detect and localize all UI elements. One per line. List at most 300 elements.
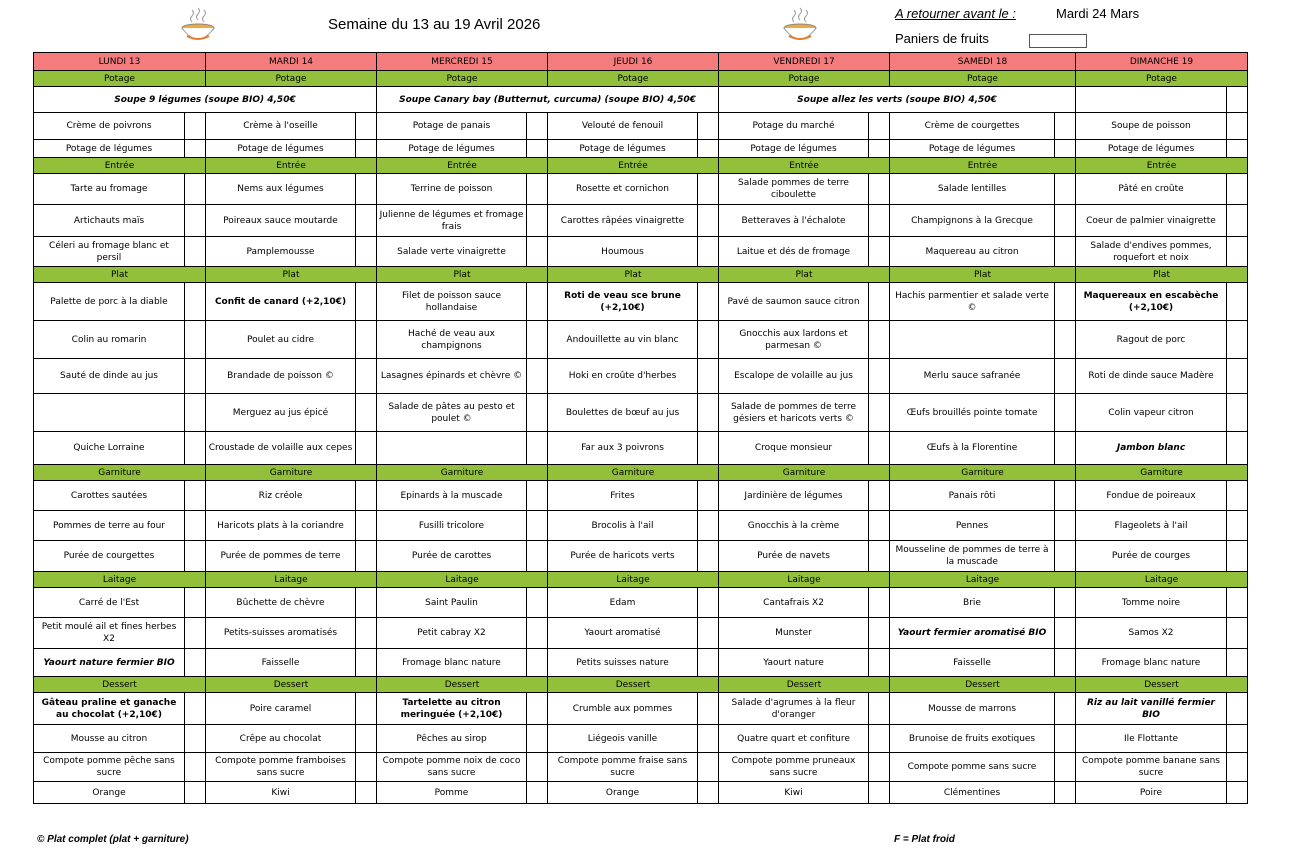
menu-item: Salade d'endives pommes, roquefort et noix: [1076, 237, 1227, 267]
order-qty-cell[interactable]: [356, 782, 377, 804]
menu-item: [34, 394, 185, 432]
menu-item: Kiwi: [719, 782, 869, 804]
menu-body: [34, 53, 1248, 804]
order-qty-cell[interactable]: [356, 321, 377, 359]
menu-item: Crêpe au chocolat: [206, 725, 356, 753]
menu-item: Haché de veau aux champignons: [377, 321, 527, 359]
order-qty-cell[interactable]: [698, 205, 719, 237]
soup-offer: Soupe 9 légumes (soupe BIO) 4,50€: [34, 87, 377, 113]
order-qty-cell[interactable]: [1227, 394, 1248, 432]
order-qty-cell[interactable]: [698, 140, 719, 158]
order-qty-cell[interactable]: [527, 237, 548, 267]
menu-item: Jardinière de légumes: [719, 481, 869, 511]
menu-item: Potage de légumes: [377, 140, 527, 158]
order-qty-cell[interactable]: [1227, 481, 1248, 511]
section-header-laitage: Laitage: [719, 572, 890, 588]
menu-item: Potage de panais: [377, 113, 527, 140]
order-qty-cell[interactable]: [1055, 541, 1076, 572]
order-qty-cell[interactable]: [1227, 283, 1248, 321]
order-qty-cell[interactable]: [698, 693, 719, 725]
order-qty-cell[interactable]: [869, 432, 890, 465]
order-qty-cell[interactable]: [527, 618, 548, 649]
order-qty-cell[interactable]: [1055, 725, 1076, 753]
order-qty-cell[interactable]: [869, 782, 890, 804]
order-qty-cell[interactable]: [356, 283, 377, 321]
order-qty-cell[interactable]: [698, 511, 719, 541]
section-header-garniture: Garniture: [377, 465, 548, 481]
menu-item: Fusilli tricolore: [377, 511, 527, 541]
day-header: JEUDI 16: [548, 53, 719, 71]
order-qty-cell[interactable]: [869, 649, 890, 677]
section-header-dessert: Dessert: [890, 677, 1076, 693]
order-qty-cell[interactable]: [185, 618, 206, 649]
order-qty-cell[interactable]: [185, 174, 206, 205]
menu-item: Houmous: [548, 237, 698, 267]
order-qty-cell[interactable]: [698, 588, 719, 618]
order-qty-cell[interactable]: [1055, 481, 1076, 511]
menu-item: Merlu sauce safranée: [890, 359, 1055, 394]
table-row: [34, 359, 1248, 394]
menu-item: Mousseline de pommes de terre à la muscade: [890, 541, 1055, 572]
order-qty-cell[interactable]: [356, 237, 377, 267]
order-qty-cell[interactable]: [356, 693, 377, 725]
order-qty-cell[interactable]: [1055, 140, 1076, 158]
order-qty-cell[interactable]: [356, 588, 377, 618]
section-header-entree: Entrée: [377, 158, 548, 174]
menu-item: Clémentines: [890, 782, 1055, 804]
menu-item: Salade de pâtes au pesto et poulet ©: [377, 394, 527, 432]
order-qty-cell[interactable]: [869, 394, 890, 432]
order-qty-cell[interactable]: [527, 693, 548, 725]
order-qty-cell[interactable]: [185, 541, 206, 572]
order-qty-cell[interactable]: [869, 481, 890, 511]
order-qty-cell[interactable]: [698, 237, 719, 267]
menu-item: Crème de courgettes: [890, 113, 1055, 140]
menu-item: Compote pomme fraise sans sucre: [548, 753, 698, 782]
section-header-dessert: Dessert: [206, 677, 377, 693]
menu-item: Potage de légumes: [548, 140, 698, 158]
section-header-entree: Entrée: [1076, 158, 1248, 174]
order-qty-cell[interactable]: [869, 511, 890, 541]
order-qty-cell[interactable]: [1055, 394, 1076, 432]
order-qty-cell[interactable]: [527, 140, 548, 158]
section-header-laitage: Laitage: [377, 572, 548, 588]
order-qty-cell[interactable]: [1227, 511, 1248, 541]
order-qty-cell[interactable]: [1055, 649, 1076, 677]
order-qty-cell[interactable]: [527, 113, 548, 140]
menu-item: Crème de poivrons: [34, 113, 185, 140]
menu-item: Faisselle: [890, 649, 1055, 677]
table-row: [34, 753, 1248, 782]
order-qty-cell[interactable]: [698, 725, 719, 753]
table-row: [34, 511, 1248, 541]
order-qty-cell[interactable]: [1055, 511, 1076, 541]
order-qty-cell[interactable]: [698, 649, 719, 677]
order-qty-cell[interactable]: [527, 725, 548, 753]
order-qty-cell[interactable]: [869, 283, 890, 321]
order-qty-cell[interactable]: [869, 113, 890, 140]
menu-item: Compote pomme framboises sans sucre: [206, 753, 356, 782]
order-qty-cell[interactable]: [1227, 618, 1248, 649]
menu-item: Colin vapeur citron: [1076, 394, 1227, 432]
order-qty-cell[interactable]: [356, 541, 377, 572]
menu-item: [377, 432, 527, 465]
order-qty-cell[interactable]: [698, 113, 719, 140]
order-qty-cell[interactable]: [185, 237, 206, 267]
order-qty-cell[interactable]: [185, 511, 206, 541]
menu-item: Brocolis à l'ail: [548, 511, 698, 541]
menu-item: Purée de haricots verts: [548, 541, 698, 572]
menu-item: Merguez au jus épicé: [206, 394, 356, 432]
order-qty-cell[interactable]: [356, 432, 377, 465]
order-qty-cell[interactable]: [869, 359, 890, 394]
menu-item: Champignons à la Grecque: [890, 205, 1055, 237]
order-qty-cell[interactable]: [698, 359, 719, 394]
order-qty-cell[interactable]: [1227, 693, 1248, 725]
menu-item: Boulettes de bœuf au jus: [548, 394, 698, 432]
menu-item: Pamplemousse: [206, 237, 356, 267]
order-qty-cell[interactable]: [1227, 205, 1248, 237]
table-row: [34, 174, 1248, 205]
menu-item: Yaourt fermier aromatisé BIO: [890, 618, 1055, 649]
order-qty-cell[interactable]: [1055, 321, 1076, 359]
order-qty-cell[interactable]: [1227, 588, 1248, 618]
order-qty-cell[interactable]: [869, 205, 890, 237]
table-row: [34, 87, 1248, 113]
menu-item: Riz au lait vanillé fermier BIO: [1076, 693, 1227, 725]
menu-item: Brie: [890, 588, 1055, 618]
footer-legend-complete: © Plat complet (plat + garniture): [37, 834, 189, 845]
order-qty-cell[interactable]: [185, 649, 206, 677]
order-qty-cell[interactable]: [698, 481, 719, 511]
order-qty-cell[interactable]: [356, 359, 377, 394]
order-qty-cell[interactable]: [1055, 432, 1076, 465]
order-qty-cell[interactable]: [1227, 432, 1248, 465]
menu-item: Julienne de légumes et fromage frais: [377, 205, 527, 237]
menu-item: Salade pommes de terre ciboulette: [719, 174, 869, 205]
section-header-garniture: Garniture: [890, 465, 1076, 481]
order-qty-cell[interactable]: [527, 205, 548, 237]
order-qty-cell[interactable]: [527, 588, 548, 618]
order-qty-cell[interactable]: [527, 481, 548, 511]
order-qty-cell[interactable]: [185, 725, 206, 753]
order-qty-cell[interactable]: [1227, 782, 1248, 804]
order-qty-cell[interactable]: [527, 511, 548, 541]
menu-item: Mousse au citron: [34, 725, 185, 753]
order-qty-cell[interactable]: [1227, 113, 1248, 140]
order-qty-cell[interactable]: [869, 618, 890, 649]
order-qty-cell[interactable]: [869, 541, 890, 572]
menu-item: [890, 321, 1055, 359]
section-header-entree: Entrée: [890, 158, 1076, 174]
table-row: [34, 394, 1248, 432]
order-qty-cell[interactable]: [185, 394, 206, 432]
menu-item: Saint Paulin: [377, 588, 527, 618]
menu-item: Filet de poisson sauce hollandaise: [377, 283, 527, 321]
menu-item: Coeur de palmier vinaigrette: [1076, 205, 1227, 237]
section-header-garniture: Garniture: [719, 465, 890, 481]
order-qty-cell[interactable]: [356, 174, 377, 205]
order-qty-cell[interactable]: [527, 283, 548, 321]
menu-item: Liégeois vanille: [548, 725, 698, 753]
section-header-plat: Plat: [34, 267, 206, 283]
menu-item: Samos X2: [1076, 618, 1227, 649]
order-qty-cell[interactable]: [1227, 321, 1248, 359]
section-header-entree: Entrée: [34, 158, 206, 174]
table-row: [34, 267, 1248, 283]
section-header-dessert: Dessert: [719, 677, 890, 693]
fruit-basket-input[interactable]: [1029, 34, 1087, 48]
order-qty-cell[interactable]: [527, 753, 548, 782]
order-qty-cell[interactable]: [185, 140, 206, 158]
menu-item: Salade de pommes de terre gésiers et haricots verts ©: [719, 394, 869, 432]
order-qty-cell[interactable]: [869, 588, 890, 618]
footer-legend-cold: F = Plat froid: [894, 834, 955, 845]
menu-item: Carottes râpées vinaigrette: [548, 205, 698, 237]
order-qty-cell[interactable]: [527, 359, 548, 394]
order-qty-cell[interactable]: [1055, 113, 1076, 140]
table-row: [34, 321, 1248, 359]
menu-item: Yaourt aromatisé: [548, 618, 698, 649]
menu-item: Maquereaux en escabèche (+2,10€): [1076, 283, 1227, 321]
menu-item: Petits suisses nature: [548, 649, 698, 677]
table-row: [34, 725, 1248, 753]
menu-item: Fondue de poireaux: [1076, 481, 1227, 511]
order-qty-cell[interactable]: [1227, 237, 1248, 267]
menu-item: Compote pomme pruneaux sans sucre: [719, 753, 869, 782]
section-header-entree: Entrée: [548, 158, 719, 174]
menu-item: Compote pomme pêche sans sucre: [34, 753, 185, 782]
section-header-laitage: Laitage: [890, 572, 1076, 588]
menu-item: Jambon blanc: [1076, 432, 1227, 465]
menu-item: Compote pomme noix de coco sans sucre: [377, 753, 527, 782]
order-qty-cell[interactable]: [185, 359, 206, 394]
menu-item: Sauté de dinde au jus: [34, 359, 185, 394]
menu-item: Soupe de poisson: [1076, 113, 1227, 140]
order-qty-cell[interactable]: [1055, 359, 1076, 394]
order-qty-cell[interactable]: [1055, 782, 1076, 804]
order-qty-cell[interactable]: [1055, 237, 1076, 267]
section-header-dessert: Dessert: [34, 677, 206, 693]
order-qty-cell[interactable]: [356, 205, 377, 237]
order-qty-cell[interactable]: [698, 782, 719, 804]
menu-item: Pennes: [890, 511, 1055, 541]
menu-item: Gâteau praline et ganache au chocolat (+2,10€): [34, 693, 185, 725]
order-qty-cell[interactable]: [1227, 174, 1248, 205]
fruit-basket-label: Paniers de fruits: [895, 31, 989, 46]
order-qty-cell[interactable]: [356, 113, 377, 140]
order-qty-cell[interactable]: [698, 618, 719, 649]
menu-item: Maquereau au citron: [890, 237, 1055, 267]
menu-item: Quiche Lorraine: [34, 432, 185, 465]
menu-item: Purée de courges: [1076, 541, 1227, 572]
table-row: [34, 71, 1248, 87]
section-header-plat: Plat: [377, 267, 548, 283]
section-header-plat: Plat: [1076, 267, 1248, 283]
order-qty-cell[interactable]: [356, 725, 377, 753]
order-qty-cell[interactable]: [1055, 618, 1076, 649]
menu-item: Epinards à la muscade: [377, 481, 527, 511]
table-row: [34, 158, 1248, 174]
order-qty-cell[interactable]: [185, 113, 206, 140]
order-qty-cell[interactable]: [869, 753, 890, 782]
order-qty-cell[interactable]: [356, 618, 377, 649]
order-qty-cell[interactable]: [1055, 205, 1076, 237]
section-header-entree: Entrée: [719, 158, 890, 174]
order-qty-cell[interactable]: [698, 394, 719, 432]
order-qty-cell[interactable]: [1055, 174, 1076, 205]
menu-item: Lasagnes épinards et chèvre ©: [377, 359, 527, 394]
table-row: [34, 618, 1248, 649]
menu-item: Poireaux sauce moutarde: [206, 205, 356, 237]
order-qty-cell[interactable]: [869, 725, 890, 753]
order-qty-cell[interactable]: [1227, 753, 1248, 782]
menu-item: Petits-suisses aromatisés: [206, 618, 356, 649]
order-qty-cell[interactable]: [185, 205, 206, 237]
menu-item: Carottes sautées: [34, 481, 185, 511]
menu-item: Œufs brouillés pointe tomate: [890, 394, 1055, 432]
order-qty-cell[interactable]: [698, 321, 719, 359]
order-qty-cell[interactable]: [527, 321, 548, 359]
menu-item: Confit de canard (+2,10€): [206, 283, 356, 321]
order-qty-cell[interactable]: [869, 174, 890, 205]
menu-item: Faisselle: [206, 649, 356, 677]
order-qty-cell[interactable]: [356, 511, 377, 541]
order-qty-cell[interactable]: [527, 394, 548, 432]
menu-item: Purée de carottes: [377, 541, 527, 572]
menu-item: Palette de porc à la diable: [34, 283, 185, 321]
menu-item: Purée de pommes de terre: [206, 541, 356, 572]
order-qty-cell[interactable]: [698, 541, 719, 572]
order-qty-cell[interactable]: [1227, 140, 1248, 158]
menu-item: Compote pomme banane sans sucre: [1076, 753, 1227, 782]
table-row: [34, 572, 1248, 588]
order-qty-cell[interactable]: [1055, 693, 1076, 725]
section-header-plat: Plat: [548, 267, 719, 283]
order-qty-cell[interactable]: [698, 283, 719, 321]
section-header-laitage: Laitage: [548, 572, 719, 588]
section-header-garniture: Garniture: [34, 465, 206, 481]
order-qty-cell[interactable]: [1227, 541, 1248, 572]
menu-item: Croustade de volaille aux cepes: [206, 432, 356, 465]
order-qty-cell[interactable]: [869, 321, 890, 359]
order-qty-cell[interactable]: [1227, 649, 1248, 677]
order-qty-cell[interactable]: [356, 649, 377, 677]
order-qty-cell[interactable]: [1227, 725, 1248, 753]
order-qty-cell[interactable]: [185, 432, 206, 465]
order-qty-cell[interactable]: [527, 432, 548, 465]
order-qty-cell[interactable]: [1227, 87, 1248, 113]
order-qty-cell[interactable]: [1055, 753, 1076, 782]
table-row: [34, 465, 1248, 481]
menu-item: Carré de l'Est: [34, 588, 185, 618]
menu-item: Riz créole: [206, 481, 356, 511]
soup-bowl-icon: [178, 6, 218, 46]
order-qty-cell[interactable]: [356, 481, 377, 511]
order-qty-cell[interactable]: [1055, 283, 1076, 321]
section-header-entree: Entrée: [206, 158, 377, 174]
menu-item: Ragout de porc: [1076, 321, 1227, 359]
order-qty-cell[interactable]: [185, 782, 206, 804]
soup-offer: [1076, 87, 1227, 113]
order-qty-cell[interactable]: [1227, 359, 1248, 394]
order-qty-cell[interactable]: [1055, 588, 1076, 618]
menu-item: Roti de dinde sauce Madère: [1076, 359, 1227, 394]
menu-item: Œufs à la Florentine: [890, 432, 1055, 465]
soup-offer: Soupe Canary bay (Butternut, curcuma) (soupe BIO) 4,50€: [377, 87, 719, 113]
menu-item: Cantafrais X2: [719, 588, 869, 618]
menu-item: Potage du marché: [719, 113, 869, 140]
table-row: [34, 677, 1248, 693]
order-qty-cell[interactable]: [185, 283, 206, 321]
order-qty-cell[interactable]: [185, 753, 206, 782]
order-qty-cell[interactable]: [356, 140, 377, 158]
order-qty-cell[interactable]: [185, 588, 206, 618]
section-header-garniture: Garniture: [206, 465, 377, 481]
menu-item: Terrine de poisson: [377, 174, 527, 205]
menu-item: Yaourt nature fermier BIO: [34, 649, 185, 677]
order-qty-cell[interactable]: [869, 140, 890, 158]
table-row: [34, 588, 1248, 618]
table-row: [34, 113, 1248, 140]
order-qty-cell[interactable]: [698, 432, 719, 465]
menu-item: Flageolets à l'ail: [1076, 511, 1227, 541]
menu-item: Salade d'agrumes à la fleur d'oranger: [719, 693, 869, 725]
menu-item: Pomme: [377, 782, 527, 804]
order-qty-cell[interactable]: [527, 541, 548, 572]
order-qty-cell[interactable]: [527, 174, 548, 205]
menu-item: Orange: [34, 782, 185, 804]
section-header-plat: Plat: [206, 267, 377, 283]
menu-item: Panais rôti: [890, 481, 1055, 511]
section-header-garniture: Garniture: [548, 465, 719, 481]
order-qty-cell[interactable]: [185, 481, 206, 511]
menu-item: Salade lentilles: [890, 174, 1055, 205]
menu-item: Salade verte vinaigrette: [377, 237, 527, 267]
section-header-dessert: Dessert: [548, 677, 719, 693]
order-qty-cell[interactable]: [185, 321, 206, 359]
menu-item: Colin au romarin: [34, 321, 185, 359]
order-qty-cell[interactable]: [356, 394, 377, 432]
menu-item: Laitue et dés de fromage: [719, 237, 869, 267]
menu-item: Escalope de volaille au jus: [719, 359, 869, 394]
order-qty-cell[interactable]: [869, 693, 890, 725]
order-qty-cell[interactable]: [356, 753, 377, 782]
menu-item: Petit cabray X2: [377, 618, 527, 649]
order-qty-cell[interactable]: [185, 693, 206, 725]
menu-item: Far aux 3 poivrons: [548, 432, 698, 465]
order-qty-cell[interactable]: [527, 782, 548, 804]
menu-item: Poulet au cidre: [206, 321, 356, 359]
order-qty-cell[interactable]: [527, 649, 548, 677]
order-qty-cell[interactable]: [698, 174, 719, 205]
section-header-laitage: Laitage: [1076, 572, 1248, 588]
day-header: DIMANCHE 19: [1076, 53, 1248, 71]
table-row: [34, 140, 1248, 158]
section-header-plat: Plat: [890, 267, 1076, 283]
day-header: MARDI 14: [206, 53, 377, 71]
menu-item: Artichauts maïs: [34, 205, 185, 237]
section-header-potage: Potage: [719, 71, 890, 87]
menu-item: Orange: [548, 782, 698, 804]
order-qty-cell[interactable]: [869, 237, 890, 267]
menu-item: Purée de navets: [719, 541, 869, 572]
menu-item: Hachis parmentier et salade verte ©: [890, 283, 1055, 321]
order-qty-cell[interactable]: [698, 753, 719, 782]
menu-item: Yaourt nature: [719, 649, 869, 677]
menu-item: Potage de légumes: [206, 140, 356, 158]
table-row: [34, 481, 1248, 511]
